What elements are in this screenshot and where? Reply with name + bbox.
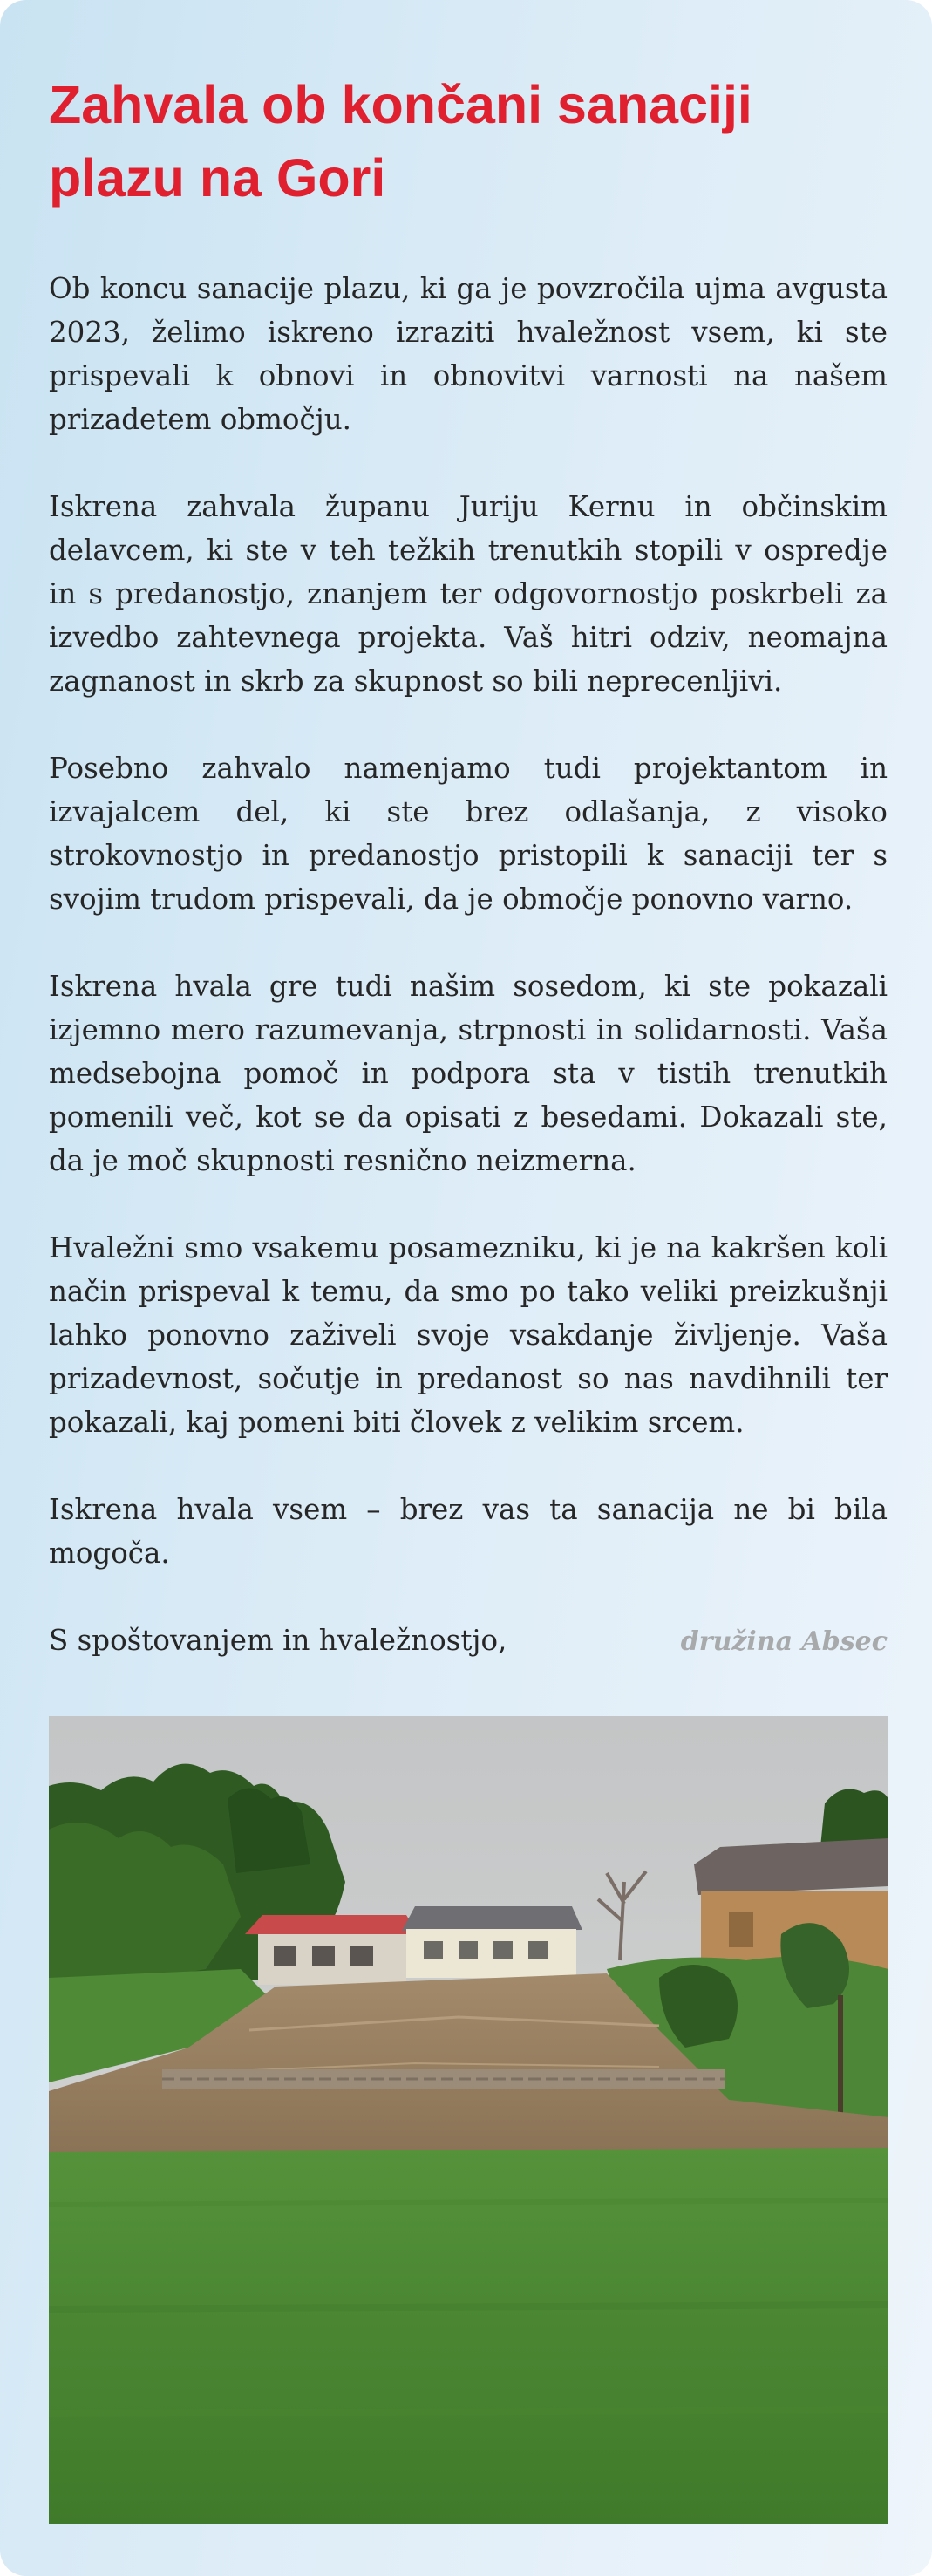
paragraph-mayor-thanks: Iskrena zahvala županu Juriju Kernu in občinskim delavcem, ki ste v teh težkih trenutkih stopili v ospredje in s predanostjo, znanjem ter odgovornostjo poskrbeli za izvedbo zahtevnega projekta. Vaš hitri odziv, neomajna zagnanost in skrb za skupnost so bili neprecenljivi.: [49, 490, 888, 698]
closing-line: S spoštovanjem in hvaležnostjo,: [49, 1624, 507, 1657]
paragraph-contractors-thanks: Posebno zahvalo namenjamo tudi projektantom in izvajalcem del, ki ste brez odlašanja, z visoko strokovnostjo in predanostjo pristopili k sanaciji ter s svojim trudom prispevali, da je območje ponovno varno.: [49, 752, 888, 916]
house-window: [312, 1946, 335, 1966]
paragraph-neighbors-thanks: Iskrena hvala gre tudi našim sosedom, ki ste pokazali izjemno mero razumevanja, strpnosti in solidarnosti. Vaša medsebojna pomoč in podpora sta v tistih trenutkih pomenili več, kot se da opisati z besedami. Dokazali ste, da je moč skupnosti resnično neizmerna.: [49, 970, 888, 1177]
signature: družina Absec: [680, 1626, 888, 1657]
house-window: [459, 1941, 478, 1959]
landslide-repair-photo: [49, 1716, 888, 2524]
paragraph-final-thanks: Iskrena hvala vsem – brez vas ta sanacija ne bi bila mogoča.: [49, 1493, 888, 1570]
house-window: [424, 1941, 443, 1959]
lawn-stripe: [49, 2305, 888, 2309]
house-window: [274, 1946, 296, 1966]
house-window: [350, 1946, 373, 1966]
article-body: [49, 267, 888, 1662]
grey-roof: [402, 1906, 582, 1931]
lawn-stripe: [49, 2409, 888, 2414]
red-roof: [245, 1915, 419, 1936]
landscape-illustration: [49, 1716, 888, 2524]
house-window: [528, 1941, 548, 1959]
barn-window: [729, 1912, 753, 1947]
tree-trunk-right: [838, 1995, 843, 2117]
article-title: Zahvala ob končani sanaciji plazu na Gori: [49, 75, 752, 208]
paragraph-intro: Ob koncu sanacije plazu, ki ga je povzročila ujma avgusta 2023, želimo iskreno izraziti hvaležnost vsem, ki ste prispevali k obnovi in obnovitvi varnosti na našem prizadetem območju.: [49, 272, 888, 436]
house-window: [493, 1941, 513, 1959]
tree-right-top: [820, 1789, 888, 1847]
paragraph-individuals-thanks: Hvaležni smo vsakemu posamezniku, ki je na kakršen koli način prispeval k temu, da smo po tako veliki preizkušnji lahko ponovno zaživeli svoje vsakdanje življenje. Vaša prizadevnost, sočutje in predanost so nas navdihnili ter pokazali, kaj pomeni biti človek z velikim srcem.: [49, 1231, 888, 1439]
